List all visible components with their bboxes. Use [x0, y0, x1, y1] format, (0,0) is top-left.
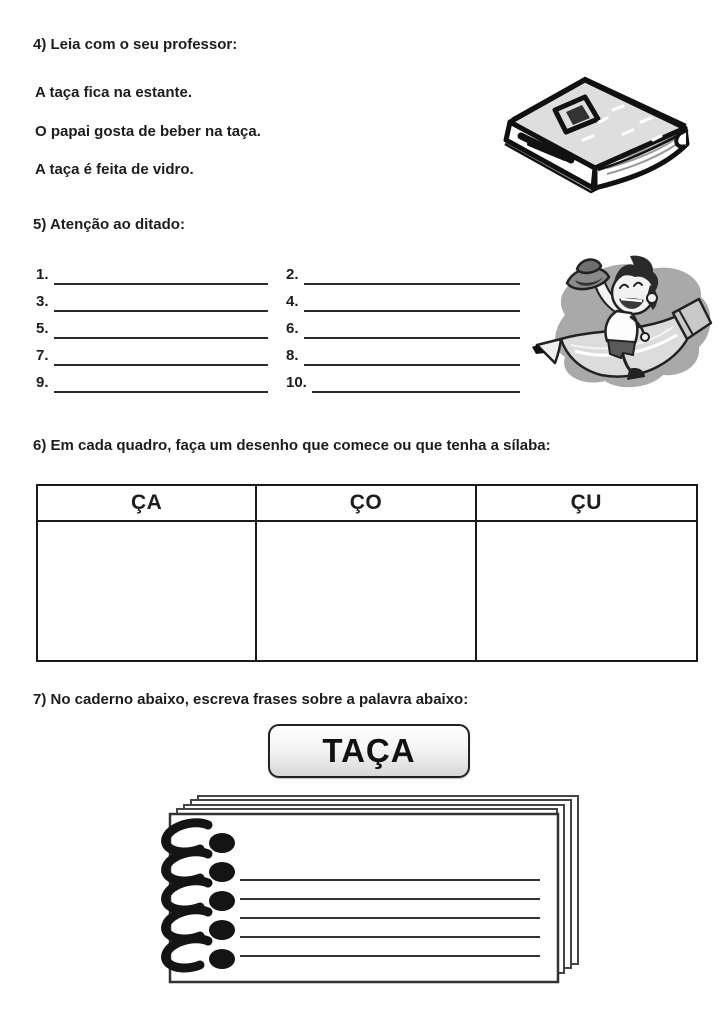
drawing-cell-ca	[38, 522, 257, 660]
item-number: 3.	[36, 293, 49, 310]
item-number: 7.	[36, 347, 49, 364]
item-number: 5.	[36, 320, 49, 337]
pencil-boy-illustration	[531, 253, 719, 403]
word-box	[268, 724, 470, 778]
blank-line	[304, 292, 520, 312]
dictation-row	[36, 339, 268, 366]
blank-line	[54, 265, 268, 285]
blank-line	[312, 373, 520, 393]
blank-line	[54, 346, 268, 366]
item-number: 2.	[286, 266, 299, 283]
item-number: 6.	[286, 320, 299, 337]
boy-riding-pencil-icon	[531, 253, 719, 403]
item-number: 10.	[286, 374, 307, 391]
sentence-2: O papai gosta de beber na taça.	[35, 123, 261, 140]
blank-line	[54, 319, 268, 339]
drawing-cell-co	[257, 522, 476, 660]
dictation-row	[286, 312, 520, 339]
item-number: 8.	[286, 347, 299, 364]
section5-title: 5) Atenção ao ditado:	[33, 216, 185, 233]
book-icon	[495, 70, 695, 200]
table-header-cu: ÇU	[477, 486, 696, 522]
notebook-icon	[142, 794, 582, 990]
word-label: TAÇA	[322, 732, 416, 769]
dictation-row	[286, 339, 520, 366]
table-header-co: ÇO	[257, 486, 476, 522]
dictation-column-right	[286, 258, 520, 393]
item-number: 9.	[36, 374, 49, 391]
sentence-1: A taça fica na estante.	[35, 84, 193, 101]
sentence-3: A taça é feita de vidro.	[35, 161, 194, 178]
dictation-row	[36, 312, 268, 339]
blank-line	[54, 292, 268, 312]
dictation-row	[286, 258, 520, 285]
book-illustration	[495, 70, 695, 200]
section6-title: 6) Em cada quadro, faça um desenho que comece ou que tenha a sílaba:	[33, 437, 551, 454]
blank-line	[304, 319, 520, 339]
dictation-row	[36, 285, 268, 312]
table-header-ca: ÇA	[38, 486, 257, 522]
blank-line	[304, 346, 520, 366]
blank-line	[54, 373, 268, 393]
syllable-table	[36, 484, 698, 662]
dictation-row	[286, 285, 520, 312]
dictation-row	[36, 258, 268, 285]
item-number: 1.	[36, 266, 49, 283]
section4-title: 4) Leia com o seu professor:	[33, 36, 238, 53]
dictation-row	[286, 366, 520, 393]
dictation-column-left	[36, 258, 268, 393]
section7-title: 7) No caderno abaixo, escreva frases sobre a palavra abaixo:	[33, 691, 469, 708]
notebook-illustration	[142, 794, 582, 990]
dictation-row	[36, 366, 268, 393]
drawing-cell-cu	[477, 522, 696, 660]
blank-line	[304, 265, 520, 285]
item-number: 4.	[286, 293, 299, 310]
